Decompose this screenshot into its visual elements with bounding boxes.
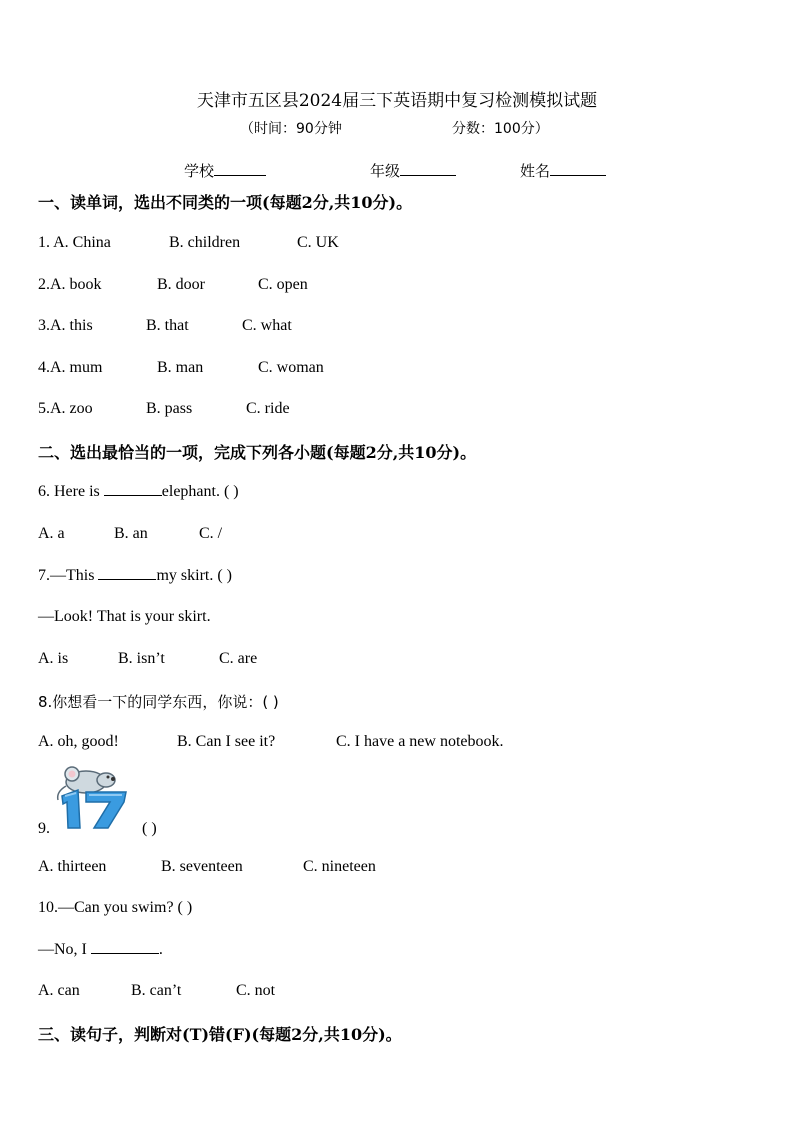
question-9-c: C. nineteen (303, 858, 376, 875)
question-3-b: B. that (146, 317, 189, 334)
question-3-a: 3.A. this (38, 317, 93, 334)
question-7-c: C. are (219, 650, 258, 667)
question-9-paren: ( ) (142, 820, 157, 837)
question-6-c: C. / (199, 525, 223, 542)
question-7-pre: 7.—This (38, 567, 99, 584)
question-10-b: B. can’t (131, 982, 182, 999)
question-6-pre: 6. Here is (38, 483, 104, 500)
question-6-blank (104, 494, 162, 496)
question-7-blank (98, 578, 156, 580)
exam-score: 分数：100分） (452, 121, 549, 137)
question-4-c: C. woman (258, 359, 324, 376)
question-2-a: 2.A. book (38, 276, 102, 293)
question-8-b: B. Can I see it? (177, 733, 276, 750)
name-blank (550, 174, 606, 176)
section-3-heading: 三、读句子，判断对(T)错(F)(每题2分,共10分)。 (38, 1025, 402, 1044)
question-10-blank (91, 952, 159, 954)
question-5-a: 5.A. zoo (38, 400, 93, 417)
question-6-stem (38, 483, 239, 501)
section-2-heading: 二、选出最恰当的一项，完成下列各小题(每题2分,共10分)。 (38, 443, 477, 462)
question-8-stem: 8.你想看一下的同学东西，你说：( ) (38, 693, 279, 711)
question-6-a: A. a (38, 525, 65, 542)
question-10-reply-post: . (158, 941, 163, 958)
question-1-a: 1. A. China (38, 234, 111, 251)
question-10-reply-pre: —No, I (38, 941, 91, 958)
name-label: 姓名 (520, 162, 551, 180)
grade-label: 年级 (370, 162, 401, 180)
question-7-stem (38, 567, 232, 585)
exam-time: （时间：90分钟 (240, 121, 342, 137)
school-field (184, 160, 266, 181)
question-10-stem: 10.—Can you swim? ( ) (38, 899, 193, 916)
question-9-a: A. thirteen (38, 858, 107, 875)
question-5-b: B. pass (146, 400, 193, 417)
grade-field (370, 160, 456, 181)
school-blank (214, 174, 266, 176)
school-label: 学校 (184, 162, 215, 180)
question-5-c: C. ride (246, 400, 290, 417)
question-1-c: C. UK (297, 234, 339, 251)
question-6-post: elephant. ( ) (161, 483, 239, 500)
mouse-seventeen-icon (52, 766, 136, 834)
name-field (520, 160, 606, 181)
question-10-reply (38, 941, 163, 959)
question-3-c: C. what (242, 317, 292, 334)
question-9-number: 9. (38, 820, 50, 837)
question-2-c: C. open (258, 276, 308, 293)
question-7-a: A. is (38, 650, 69, 667)
question-4-b: B. man (157, 359, 204, 376)
question-8-a: A. oh, good! (38, 733, 119, 750)
grade-blank (400, 174, 456, 176)
question-1-b: B. children (169, 234, 241, 251)
question-7-post: my skirt. ( ) (156, 567, 232, 584)
question-8-c: C. I have a new notebook. (336, 733, 504, 750)
question-6-b: B. an (114, 525, 148, 542)
question-4-a: 4.A. mum (38, 359, 103, 376)
mouse-seventeen-picture (52, 766, 136, 834)
question-2-b: B. door (157, 276, 205, 293)
question-7-reply: —Look! That is your skirt. (38, 608, 211, 625)
question-9-b: B. seventeen (161, 858, 243, 875)
page-title: 天津市五区县2024届三下英语期中复习检测模拟试题 (196, 91, 598, 111)
question-10-a: A. can (38, 982, 80, 999)
section-1-heading: 一、读单词，选出不同类的一项(每题2分,共10分)。 (38, 193, 413, 212)
question-10-c: C. not (236, 982, 276, 999)
question-7-b: B. isn’t (118, 650, 165, 667)
